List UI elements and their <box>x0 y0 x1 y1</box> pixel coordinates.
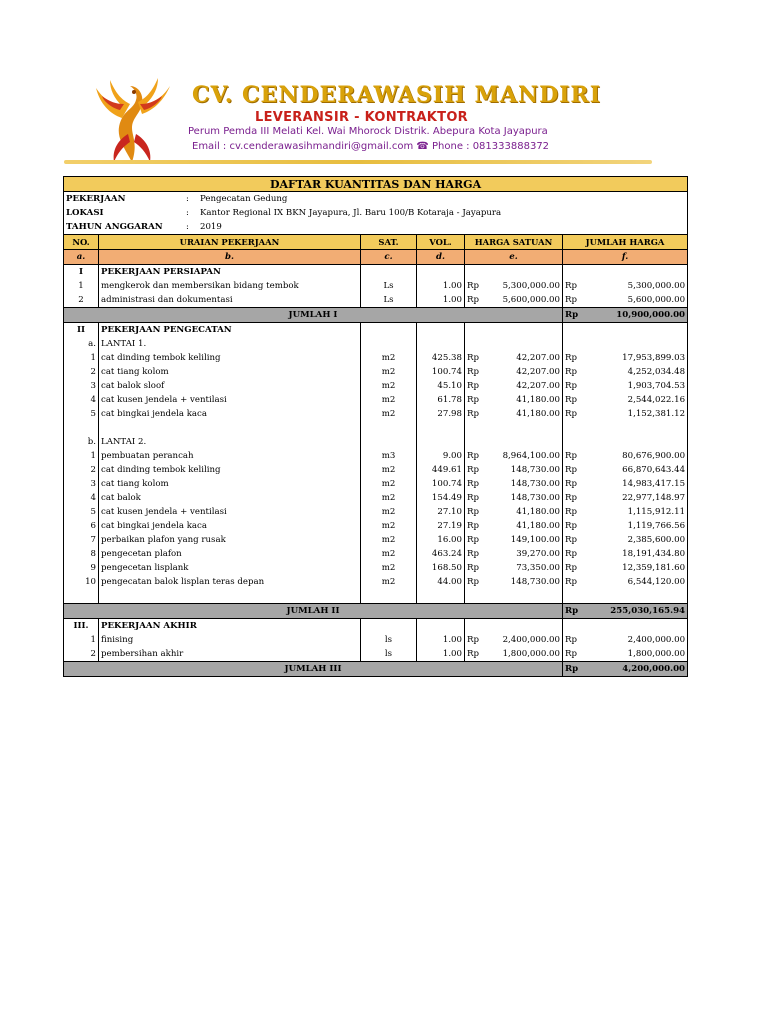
table-row <box>64 547 688 561</box>
section-no: II <box>64 323 99 338</box>
item-volume: 100.74 <box>417 365 465 379</box>
currency-label: Rp <box>465 491 485 505</box>
item-no: 4 <box>64 491 99 505</box>
item-description: pengecatan balok lisplan teras depan <box>99 575 361 589</box>
item-description: cat kusen jendela + ventilasi <box>99 393 361 407</box>
item-no: 1 <box>64 633 99 647</box>
item-unit-price: 5,600,000.00 <box>485 293 563 308</box>
item-unit: m3 <box>361 449 417 463</box>
blank-row <box>64 421 688 435</box>
table-row <box>64 449 688 463</box>
cell <box>465 619 485 634</box>
currency-label: Rp <box>563 365 585 379</box>
subtotal-value: 4,200,000.00 <box>585 662 688 677</box>
column-letter-row <box>64 250 688 265</box>
cell <box>485 435 563 449</box>
item-total: 5,600,000.00 <box>585 293 688 308</box>
letterhead <box>0 0 768 170</box>
cell <box>585 619 688 634</box>
currency-label: Rp <box>563 293 585 308</box>
info-value: Kantor Regional IX BKN Jayapura, Jl. Baru 100/B Kotaraja - Jayapura <box>200 207 502 218</box>
info-line <box>64 220 688 235</box>
item-unit-price: 42,207.00 <box>485 351 563 365</box>
item-total: 17,953,899.03 <box>585 351 688 365</box>
cell <box>417 421 465 435</box>
currency-label: Rp <box>563 449 585 463</box>
cell <box>465 337 485 351</box>
currency-label: Rp <box>465 393 485 407</box>
subtotal-label: JUMLAH III <box>64 662 563 677</box>
info-line <box>64 192 688 207</box>
item-unit-price: 73,350.00 <box>485 561 563 575</box>
item-volume: 9.00 <box>417 449 465 463</box>
cell <box>465 589 485 604</box>
cell <box>485 589 563 604</box>
currency-label: Rp <box>465 633 485 647</box>
cell <box>465 421 485 435</box>
currency-label: Rp <box>563 662 585 677</box>
cell <box>465 265 485 280</box>
item-total: 12,359,181.60 <box>585 561 688 575</box>
item-description: cat dinding tembok keliling <box>99 351 361 365</box>
item-unit: m2 <box>361 533 417 547</box>
item-volume: 154.49 <box>417 491 465 505</box>
item-description: administrasi dan dokumentasi <box>99 293 361 308</box>
boq-table <box>63 176 688 677</box>
cell <box>465 435 485 449</box>
item-volume: 61.78 <box>417 393 465 407</box>
subtotal-row <box>64 604 688 619</box>
cell <box>417 323 465 338</box>
currency-label: Rp <box>465 407 485 421</box>
col-letter-b: b. <box>99 250 361 265</box>
item-unit-price: 8,964,100.00 <box>485 449 563 463</box>
col-letter-e: e. <box>465 250 563 265</box>
item-unit: m2 <box>361 407 417 421</box>
section-title: PEKERJAAN AKHIR <box>99 619 361 634</box>
table-row <box>64 351 688 365</box>
item-unit-price: 41,180.00 <box>485 393 563 407</box>
section-no: III. <box>64 619 99 634</box>
item-no: 5 <box>64 505 99 519</box>
currency-label: Rp <box>563 604 585 619</box>
item-unit-price: 148,730.00 <box>485 463 563 477</box>
cell <box>563 589 585 604</box>
item-unit: m2 <box>361 561 417 575</box>
cell <box>485 421 563 435</box>
item-no: 8 <box>64 547 99 561</box>
item-unit: m2 <box>361 393 417 407</box>
currency-label: Rp <box>563 505 585 519</box>
item-no: 4 <box>64 393 99 407</box>
item-no: 2 <box>64 293 99 308</box>
table-row <box>64 365 688 379</box>
table-row <box>64 379 688 393</box>
subtotal-label: JUMLAH I <box>64 308 563 323</box>
item-total: 2,385,600.00 <box>585 533 688 547</box>
item-no: 3 <box>64 477 99 491</box>
currency-label: Rp <box>465 547 485 561</box>
item-no: 2 <box>64 463 99 477</box>
currency-label: Rp <box>563 519 585 533</box>
currency-label: Rp <box>465 505 485 519</box>
col-header-jumlah: JUMLAH HARGA <box>563 235 688 250</box>
item-volume: 463.24 <box>417 547 465 561</box>
phoenix-logo-icon <box>92 74 174 166</box>
cell <box>417 589 465 604</box>
cell <box>64 421 99 435</box>
table-title-row <box>64 177 688 192</box>
item-description: pengecetan plafon <box>99 547 361 561</box>
info-value: 2019 <box>200 221 222 232</box>
item-unit: Ls <box>361 279 417 293</box>
table-row <box>64 505 688 519</box>
subsection-no: b. <box>64 435 99 449</box>
item-unit: m2 <box>361 491 417 505</box>
table-title: DAFTAR KUANTITAS DAN HARGA <box>64 177 688 192</box>
item-unit-price: 148,730.00 <box>485 575 563 589</box>
cell <box>485 337 563 351</box>
item-volume: 449.61 <box>417 463 465 477</box>
item-description: finising <box>99 633 361 647</box>
currency-label: Rp <box>563 407 585 421</box>
currency-label: Rp <box>465 379 485 393</box>
table-row <box>64 393 688 407</box>
table-row <box>64 491 688 505</box>
info-label: LOKASI <box>66 207 104 218</box>
currency-label: Rp <box>465 351 485 365</box>
cell <box>485 619 563 634</box>
subtotal-row <box>64 662 688 677</box>
currency-label: Rp <box>465 477 485 491</box>
subtotal-value: 10,900,000.00 <box>585 308 688 323</box>
table-row <box>64 463 688 477</box>
cell <box>585 265 688 280</box>
info-value: Pengecatan Gedung <box>200 193 288 204</box>
currency-label: Rp <box>563 308 585 323</box>
cell <box>585 421 688 435</box>
cell <box>361 337 417 351</box>
item-total: 5,300,000.00 <box>585 279 688 293</box>
item-total: 2,400,000.00 <box>585 633 688 647</box>
item-total: 14,983,417.15 <box>585 477 688 491</box>
info-separator: : <box>186 221 189 232</box>
table-row <box>64 519 688 533</box>
item-volume: 1.00 <box>417 293 465 308</box>
item-no: 1 <box>64 279 99 293</box>
currency-label: Rp <box>465 279 485 293</box>
item-description: cat balok <box>99 491 361 505</box>
info-label: PEKERJAAN <box>66 193 126 204</box>
currency-label: Rp <box>563 379 585 393</box>
section-title: PEKERJAAN PENGECATAN <box>99 323 361 338</box>
item-description: cat dinding tembok keliling <box>99 463 361 477</box>
item-unit: m2 <box>361 379 417 393</box>
cell <box>485 265 563 280</box>
cell <box>585 435 688 449</box>
section-header-row <box>64 323 688 338</box>
table-row <box>64 293 688 308</box>
company-name: CV. CENDERAWASIH MANDIRI <box>192 82 602 108</box>
item-no: 10 <box>64 575 99 589</box>
table-row <box>64 477 688 491</box>
table-row <box>64 533 688 547</box>
item-unit: ls <box>361 633 417 647</box>
subsection-header-row <box>64 337 688 351</box>
company-subtitle: LEVERANSIR - KONTRAKTOR <box>255 110 468 125</box>
currency-label: Rp <box>465 561 485 575</box>
item-total: 1,115,912.11 <box>585 505 688 519</box>
item-unit: Ls <box>361 293 417 308</box>
item-unit-price: 41,180.00 <box>485 505 563 519</box>
item-total: 18,191,434.80 <box>585 547 688 561</box>
subsection-title: LANTAI 1. <box>99 337 361 351</box>
currency-label: Rp <box>563 279 585 293</box>
section-header-row <box>64 619 688 634</box>
item-volume: 44.00 <box>417 575 465 589</box>
item-total: 1,800,000.00 <box>585 647 688 662</box>
cell <box>417 435 465 449</box>
cell <box>99 421 361 435</box>
cell <box>361 265 417 280</box>
col-letter-c: c. <box>361 250 417 265</box>
col-header-uraian: URAIAN PEKERJAAN <box>99 235 361 250</box>
item-unit: m2 <box>361 505 417 519</box>
currency-label: Rp <box>563 351 585 365</box>
item-unit: ls <box>361 647 417 662</box>
item-unit: m2 <box>361 547 417 561</box>
item-volume: 1.00 <box>417 633 465 647</box>
item-unit-price: 149,100.00 <box>485 533 563 547</box>
cell <box>361 435 417 449</box>
item-no: 7 <box>64 533 99 547</box>
item-volume: 45.10 <box>417 379 465 393</box>
cell <box>563 265 585 280</box>
item-unit: m2 <box>361 351 417 365</box>
table-row <box>64 279 688 293</box>
item-total: 6,544,120.00 <box>585 575 688 589</box>
item-total: 1,119,766.56 <box>585 519 688 533</box>
item-unit-price: 41,180.00 <box>485 519 563 533</box>
subsection-header-row <box>64 435 688 449</box>
item-volume: 1.00 <box>417 279 465 293</box>
item-no: 5 <box>64 407 99 421</box>
info-separator: : <box>186 207 189 218</box>
item-description: pengecetan lisplank <box>99 561 361 575</box>
currency-label: Rp <box>563 647 585 662</box>
cell <box>361 421 417 435</box>
cell <box>99 589 361 604</box>
item-volume: 425.38 <box>417 351 465 365</box>
info-row <box>64 206 688 220</box>
currency-label: Rp <box>563 393 585 407</box>
cell <box>465 323 485 338</box>
table-row <box>64 561 688 575</box>
cell <box>361 619 417 634</box>
subtotal-label: JUMLAH II <box>64 604 563 619</box>
subsection-no: a. <box>64 337 99 351</box>
table-row <box>64 633 688 647</box>
currency-label: Rp <box>465 463 485 477</box>
item-total: 1,152,381.12 <box>585 407 688 421</box>
item-volume: 27.19 <box>417 519 465 533</box>
item-no: 1 <box>64 449 99 463</box>
info-separator: : <box>186 193 189 204</box>
info-label: TAHUN ANGGARAN <box>66 221 163 232</box>
info-row <box>64 220 688 235</box>
currency-label: Rp <box>465 533 485 547</box>
item-description: pembersihan akhir <box>99 647 361 662</box>
item-description: perbaikan plafon yang rusak <box>99 533 361 547</box>
item-unit: m2 <box>361 365 417 379</box>
item-unit: m2 <box>361 463 417 477</box>
cell <box>563 435 585 449</box>
currency-label: Rp <box>465 575 485 589</box>
item-total: 80,676,900.00 <box>585 449 688 463</box>
item-unit-price: 148,730.00 <box>485 477 563 491</box>
item-description: cat bingkai jendela kaca <box>99 407 361 421</box>
currency-label: Rp <box>465 365 485 379</box>
currency-label: Rp <box>465 449 485 463</box>
col-header-sat: SAT. <box>361 235 417 250</box>
subtotal-row <box>64 308 688 323</box>
section-header-row <box>64 265 688 280</box>
cell <box>585 323 688 338</box>
cell <box>361 323 417 338</box>
cell <box>485 323 563 338</box>
item-unit-price: 42,207.00 <box>485 365 563 379</box>
item-unit-price: 2,400,000.00 <box>485 633 563 647</box>
item-unit-price: 41,180.00 <box>485 407 563 421</box>
item-total: 66,870,643.44 <box>585 463 688 477</box>
item-volume: 27.98 <box>417 407 465 421</box>
col-letter-d: d. <box>417 250 465 265</box>
item-description: mengkerok dan membersikan bidang tembok <box>99 279 361 293</box>
currency-label: Rp <box>563 533 585 547</box>
cell <box>417 265 465 280</box>
item-unit: m2 <box>361 519 417 533</box>
item-total: 4,252,034.48 <box>585 365 688 379</box>
item-volume: 27.10 <box>417 505 465 519</box>
item-volume: 168.50 <box>417 561 465 575</box>
currency-label: Rp <box>563 633 585 647</box>
currency-label: Rp <box>465 293 485 308</box>
item-description: cat bingkai jendela kaca <box>99 519 361 533</box>
cell <box>563 421 585 435</box>
item-total: 1,903,704.53 <box>585 379 688 393</box>
cell <box>563 619 585 634</box>
col-letter-a: a. <box>64 250 99 265</box>
column-header-row <box>64 235 688 250</box>
info-row <box>64 192 688 207</box>
subsection-title: LANTAI 2. <box>99 435 361 449</box>
item-no: 3 <box>64 379 99 393</box>
currency-label: Rp <box>465 519 485 533</box>
table-row <box>64 575 688 589</box>
item-no: 1 <box>64 351 99 365</box>
item-no: 9 <box>64 561 99 575</box>
item-no: 2 <box>64 365 99 379</box>
company-address: Perum Pemda III Melati Kel. Wai Mhorock Distrik. Abepura Kota Jayapura <box>188 126 548 137</box>
cell <box>563 323 585 338</box>
item-description: pembuatan perancah <box>99 449 361 463</box>
col-letter-f: f. <box>563 250 688 265</box>
col-header-vol: VOL. <box>417 235 465 250</box>
item-volume: 1.00 <box>417 647 465 662</box>
item-no: 6 <box>64 519 99 533</box>
item-volume: 16.00 <box>417 533 465 547</box>
currency-label: Rp <box>563 463 585 477</box>
cell <box>417 619 465 634</box>
item-unit: m2 <box>361 575 417 589</box>
cell <box>585 589 688 604</box>
item-no: 2 <box>64 647 99 662</box>
item-description: cat balok sloof <box>99 379 361 393</box>
section-no: I <box>64 265 99 280</box>
item-total: 22,977,148.97 <box>585 491 688 505</box>
item-description: cat tiang kolom <box>99 477 361 491</box>
currency-label: Rp <box>563 547 585 561</box>
cell <box>417 337 465 351</box>
item-unit-price: 5,300,000.00 <box>485 279 563 293</box>
currency-label: Rp <box>465 647 485 662</box>
blank-row <box>64 589 688 604</box>
info-line <box>64 206 688 220</box>
currency-label: Rp <box>563 477 585 491</box>
item-description: cat tiang kolom <box>99 365 361 379</box>
item-unit-price: 1,800,000.00 <box>485 647 563 662</box>
cell <box>361 589 417 604</box>
letterhead-divider <box>64 160 652 164</box>
item-unit-price: 39,270.00 <box>485 547 563 561</box>
cell <box>585 337 688 351</box>
table-row <box>64 407 688 421</box>
col-header-harga: HARGA SATUAN <box>465 235 563 250</box>
cell <box>563 337 585 351</box>
item-description: cat kusen jendela + ventilasi <box>99 505 361 519</box>
currency-label: Rp <box>563 575 585 589</box>
currency-label: Rp <box>563 491 585 505</box>
subtotal-value: 255,030,165.94 <box>585 604 688 619</box>
table-row <box>64 647 688 662</box>
cell <box>64 589 99 604</box>
item-unit-price: 42,207.00 <box>485 379 563 393</box>
item-volume: 100.74 <box>417 477 465 491</box>
currency-label: Rp <box>563 561 585 575</box>
item-unit-price: 148,730.00 <box>485 491 563 505</box>
item-total: 2,544,022.16 <box>585 393 688 407</box>
company-contact: Email : cv.cenderawasihmandiri@gmail.com ☎ Phone : 081333888372 <box>192 141 550 152</box>
col-header-no: NO. <box>64 235 99 250</box>
section-title: PEKERJAAN PERSIAPAN <box>99 265 361 280</box>
item-unit: m2 <box>361 477 417 491</box>
